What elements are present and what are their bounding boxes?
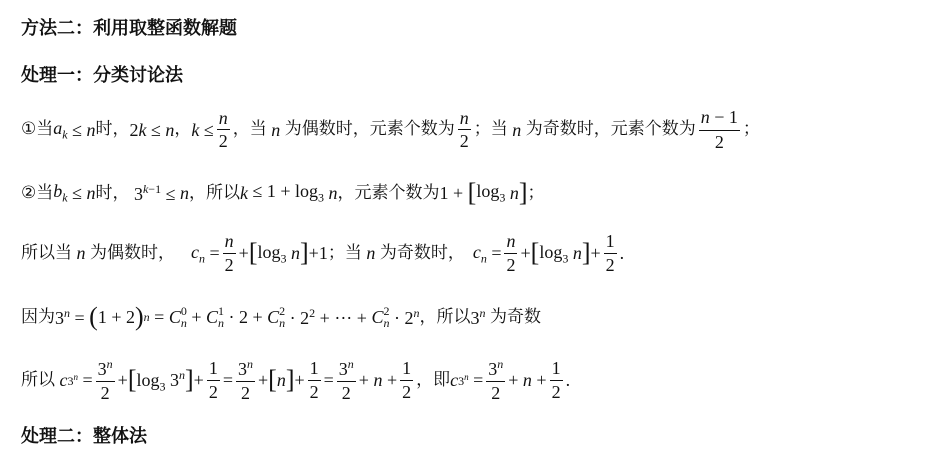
- l1-comma: ，: [174, 119, 192, 140]
- l1-semi: ；: [742, 119, 760, 140]
- l3-suoyi-dang: 所以当: [21, 242, 72, 263]
- l2-shi: 时，: [95, 182, 130, 203]
- l1-dang-n: ，当: [232, 119, 267, 140]
- line-5: 所以 c 3$^n$ = $\frac{3^n}{2}$ + [ $\log_3 3^n$ ] + $\frac{1}{2}$ = $\frac{3^n}{2}$ + [ n ] + $\frac{1}{2}$ = $\frac{3^n}{2}$ + n + $\frac{1}{2}$ ，即 c 3$^n$ = $\frac{3^n}{2}$ + n + $\frac{1}{2}$ .: [21, 357, 571, 403]
- l1-semi-dang: ；当: [473, 119, 508, 140]
- method-title: 方法二：利用取整函数解题: [21, 18, 237, 39]
- l4-suoyi: ，所以: [419, 306, 471, 327]
- l1-shi: 时，: [95, 119, 130, 140]
- l3-even: 为偶数时，: [90, 242, 175, 263]
- l5-ji: ，即: [416, 369, 451, 390]
- section1-title: 处理一：分类讨论法: [21, 65, 183, 86]
- l4-yinwei: 因为: [21, 306, 55, 327]
- l2-semi: ；: [527, 182, 545, 203]
- l4-odd: 为奇数: [489, 306, 541, 327]
- l1-odd: 为奇数时，元素个数为: [525, 119, 696, 140]
- section2-title: 处理二：整体法: [21, 426, 147, 447]
- line-2: ②当 $b_k$ ≤ n 时， $3^{k-1}$ ≤ n ，所以 k ≤ $1 + \log_3$ n ，元素个数为 1 + [ $\log_3$ n ] ；: [21, 178, 545, 207]
- line-3: 所以当 n 为偶数时， $c_n$ = $\frac{n}{2}$ + [ $\log_3$ n ] +1 ；当 n 为奇数时， $c_n$ = $\frac{n}{2}$ + [ $\log_3$ n ] + $\frac{1}{2}$ .: [21, 231, 625, 275]
- l3-period: .: [619, 243, 625, 264]
- l1-even: 为偶数时，元素个数为: [284, 119, 455, 140]
- l3-odd: 为奇数时，: [379, 242, 465, 263]
- l5-suoyi: 所以: [21, 369, 55, 390]
- l1-marker: ①当: [21, 119, 54, 140]
- line-1: ①当 $a_k$ ≤ n 时， 2 k ≤ n ， k ≤ $\frac{n}{2}$ ，当 n 为偶数时，元素个数为 $\frac{n}{2}$ ；当 n 为奇数时，元素个数为 $\frac{n - 1}{2}$ ；: [21, 107, 760, 152]
- line-4: 因为 $3^n$ = ( 1 + 2 ) n = C 0 n + C 1 n · 2 + C 2 n · $2^2$ + ··· + C 2 n · $2^n$ ，所以 3$^n$ 为奇数: [21, 302, 541, 331]
- l2-marker: ②当: [21, 182, 54, 203]
- l5-period: .: [565, 370, 571, 391]
- l2-count: ，元素个数为: [337, 182, 440, 203]
- l2-suoyi: ，所以: [188, 182, 240, 203]
- l3-semi-dang: ；当: [327, 242, 362, 263]
